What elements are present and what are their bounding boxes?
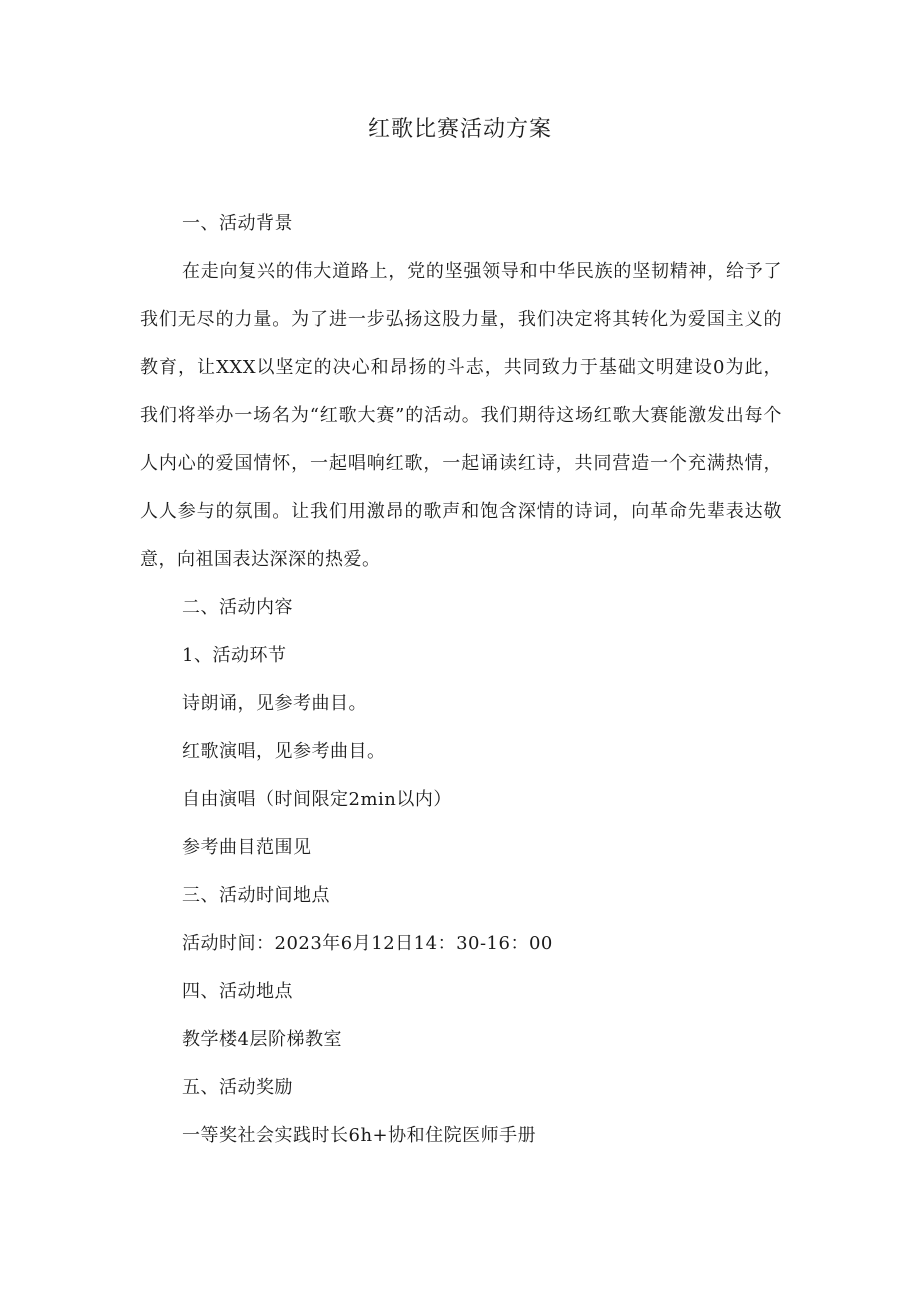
list-item: 自由演唱（时间限定2min以内） <box>182 789 452 810</box>
document-body <box>140 200 782 1160</box>
section-heading-location: 四、活动地点 <box>182 981 293 1002</box>
first-prize: 一等奖社会实践时长6h+协和住院医师手册 <box>182 1125 537 1146</box>
document-title: 红歌比赛活动方案 <box>367 117 552 142</box>
activity-location: 教学楼4层阶梯教室 <box>182 1029 342 1050</box>
activity-time: 活动时间：2023年6月12日14：30-16：00 <box>182 933 553 954</box>
list-item: 红歌演唱，见参考曲目。 <box>182 741 386 762</box>
list-item: 参考曲目范围见 <box>182 837 312 858</box>
section-heading-time: 三、活动时间地点 <box>182 885 330 906</box>
section-heading-rewards: 五、活动奖励 <box>182 1077 293 1098</box>
list-item: 诗朗诵，见参考曲目。 <box>182 693 367 714</box>
subheading-activity-segments: 1、活动环节 <box>182 645 287 666</box>
background-paragraph: 在走向复兴的伟大道路上，党的坚强领导和中华民族的坚韧精神，给予了我们无尽的力量。为了进一步弘扬这股力量，我们决定将其转化为爱国主义的教育，让XXX以坚定的决心和昂扬的斗志，共同致力于基础文明建设0为此，我们将举办一场名为“红歌大赛”的活动。我们期待这场红歌大赛能激发出每个人内心的爱国情怀，一起唱响红歌，一起诵读红诗，共同营造一个充满热情，人人参与的氛围。让我们用激昂的歌声和饱含深情的诗词，向革命先辈表达敬意，向祖国表达深深的热爱。 <box>140 261 782 570</box>
section-heading-content: 二、活动内容 <box>182 597 293 618</box>
section-heading-background: 一、活动背景 <box>182 213 293 234</box>
